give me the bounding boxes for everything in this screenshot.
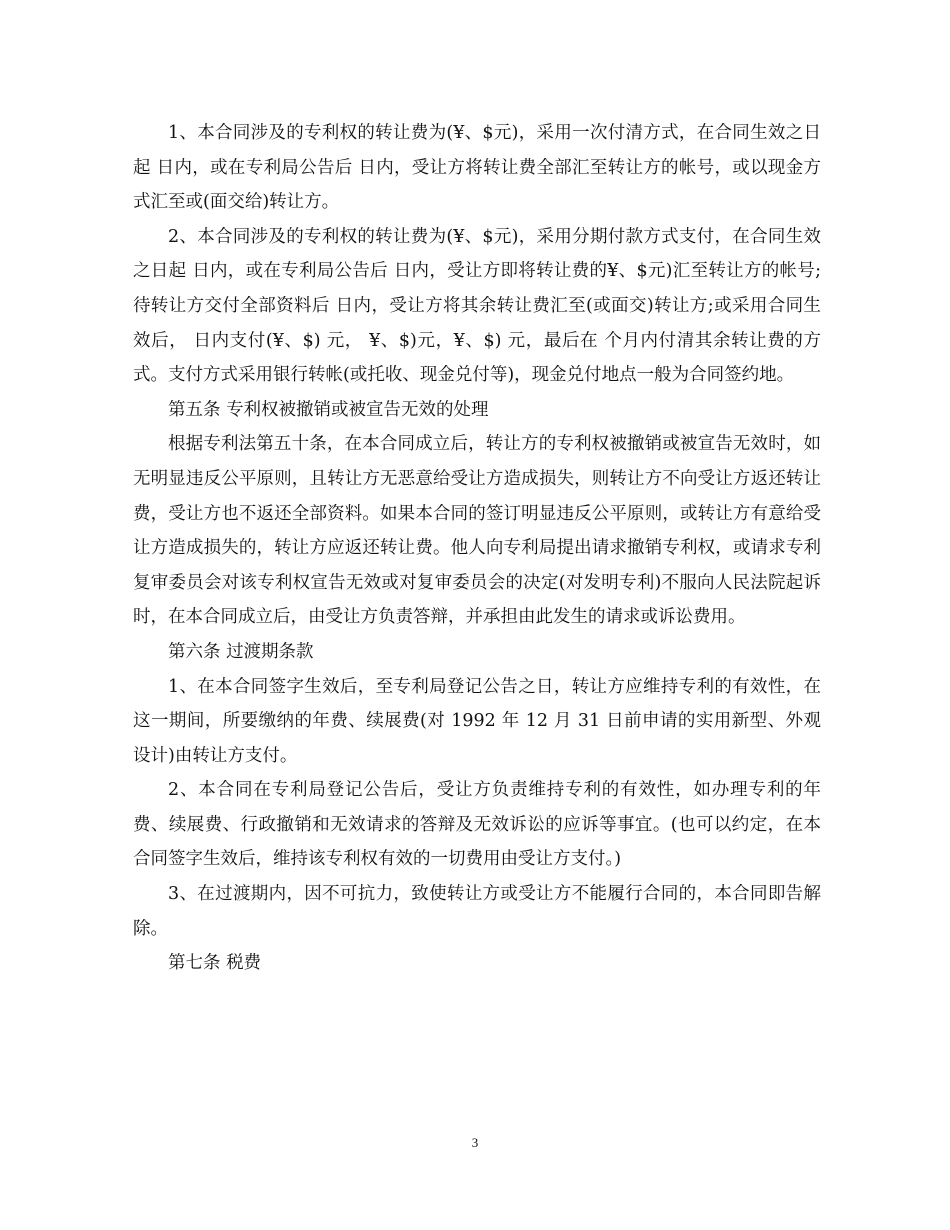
heading-article-5: 第五条 专利权被撤销或被宣告无效的处理 — [168, 399, 489, 420]
paragraph-patent-revocation: 根据专利法第五十条，在本合同成立后，转让方的专利权被撤销或被宣告无效时，如无明显违反公平原则，且转让方无恶意给受让方造成损失，则转让方不向受让方返还转让费，受让方也不返还全部资料。如果本合同的签订明显违反公平原则，或转让方有意给受让方造成损失的，转让方应返还转让费。他人向专利局提出请求撤销专利权，或请求专利复审委员会对该专利权宣告无效或对复审委员会的决定(对发明专利)不服向人民法院起诉时，在本合同成立后，由受让方负责答辩，并承担由此发生的请求或诉讼费用。 — [133, 434, 821, 628]
heading-article-7: 第七条 税费 — [168, 953, 262, 974]
document-body — [133, 116, 821, 981]
paragraph-lump-sum-payment: 1、本合同涉及的专利权的转让费为(¥、$元)，采用一次付清方式，在合同生效之日起 日内，或在专利局公告后 日内，受让方将转让费全部汇至转让方的帐号，或以现金方式汇至或(面交给)转让方。 — [133, 123, 821, 213]
heading-article-6: 第六条 过渡期条款 — [168, 641, 314, 662]
paragraph-installment-payment: 2、本合同涉及的专利权的转让费为(¥、$元)，采用分期付款方式支付，在合同生效之日起 日内，或在专利局公告后 日内，受让方即将转让费的¥、$元)汇至转让方的帐号;待转让方交付全部资料后 日内，受让方将其余转让费汇至(或面交)转让方;或采用合同生效后， 日内支付(¥、$) 元， ¥、$)元，¥、$) 元，最后在 个月内付清其余转让费的方式。支付方式采用银行转帐(或托收、现金兑付等)，现金兑付地点一般为合同签约地。 — [133, 226, 821, 386]
paragraph-transition-2: 2、本合同在专利局登记公告后，受让方负责维持专利的有效性，如办理专利的年费、续展费、行政撤销和无效请求的答辩及无效诉讼的应诉等事宜。(也可以约定，在本合同签字生效后，维持该专利权有效的一切费用由受让方支付。) — [133, 780, 821, 870]
paragraph-transition-1: 1、在本合同签字生效后，至专利局登记公告之日，转让方应维持专利的有效性，在这一期间，所要缴纳的年费、续展费(对 1992 年 12 月 31 日前申请的实用新型、外观设计)由转让方支付。 — [133, 676, 821, 766]
paragraph-transition-3: 3、在过渡期内，因不可抗力，致使转让方或受让方不能履行合同的，本合同即告解除。 — [133, 884, 821, 939]
page-number: 3 — [471, 1135, 479, 1150]
